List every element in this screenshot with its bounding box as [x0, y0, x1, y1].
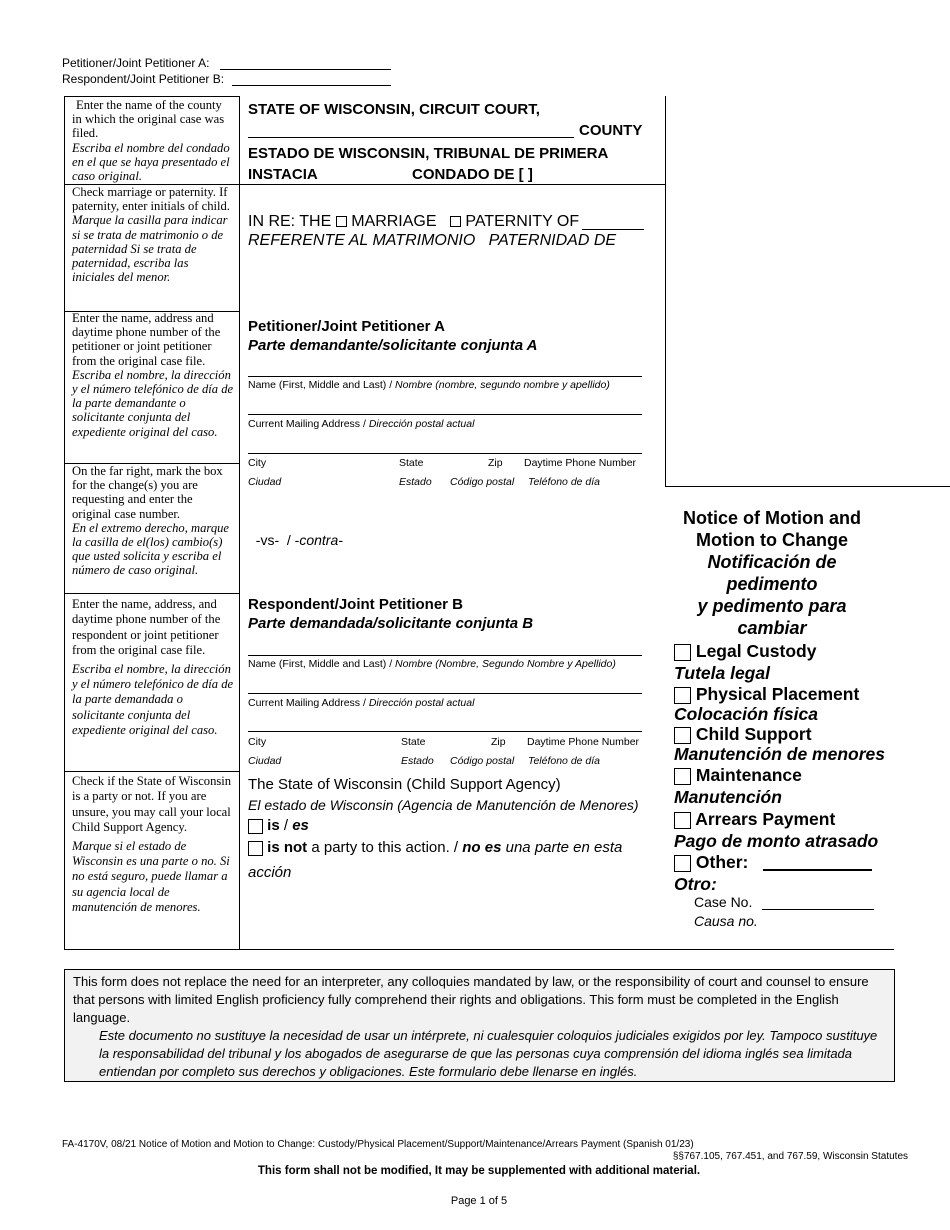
maintenance-checkbox[interactable]	[674, 768, 691, 785]
option-arrears-es: Pago de monto atrasado	[674, 831, 879, 851]
accion-label: acción	[248, 864, 292, 881]
instruction-en: Enter the name, address and daytime phone number of the petitioner or joint petitioner from the original case file.	[72, 311, 221, 368]
arrears-checkbox[interactable]	[674, 812, 691, 829]
notice-line: y pedimento para	[697, 596, 847, 616]
state-party-title-en: The State of Wisconsin (Child Support Agency)	[248, 776, 561, 793]
option-label: Arrears Payment	[695, 809, 836, 829]
party-es: una parte en esta	[505, 839, 623, 856]
table-right-border	[665, 96, 666, 486]
legal-custody-checkbox[interactable]	[674, 644, 691, 661]
option-legal-custody	[674, 641, 816, 661]
petitioner-name-label	[248, 379, 610, 391]
name-label-es: Nombre (Nombre, Segundo Nombre y Apellido)	[395, 658, 616, 670]
county-label: COUNTY	[579, 122, 643, 139]
table-bottom-border	[64, 949, 894, 950]
state-is-row: is / es	[248, 817, 309, 834]
codigo-label: Código postal	[450, 755, 515, 767]
option-child-support-es: Manutención de menores	[674, 744, 886, 764]
in-re-line	[248, 213, 579, 231]
estado-label: Estado	[399, 476, 432, 488]
instruction-en: Enter the name of the county in which the original case was filed.	[72, 98, 225, 141]
respondent-name-label	[248, 658, 616, 670]
notice-line: Motion to Change	[696, 530, 848, 550]
phone-label: Daytime Phone Number	[524, 457, 637, 469]
ciudad-label: Ciudad	[248, 476, 282, 488]
vs-en: -vs- / -	[255, 532, 300, 548]
row-divider	[64, 593, 240, 594]
estado-label: Estado	[401, 755, 434, 767]
option-label: Other:	[695, 852, 749, 872]
state-is-not-row	[248, 839, 622, 856]
marriage-checkbox[interactable]	[336, 216, 347, 227]
petitioner-header-label: Petitioner/Joint Petitioner A:	[62, 56, 210, 70]
case-number-field[interactable]	[762, 909, 874, 910]
notice-line: Notice of Motion and	[683, 508, 861, 528]
petitioner-name-field[interactable]	[248, 376, 642, 377]
ciudad-label: Ciudad	[248, 755, 282, 767]
child-support-checkbox[interactable]	[674, 727, 691, 744]
notice-line: pedimento	[726, 574, 818, 594]
party-en: a party to this action. /	[311, 839, 459, 856]
in-re-prefix: IN RE: THE	[248, 213, 332, 230]
option-other	[674, 852, 748, 872]
paternity-label: PATERNITY OF	[465, 213, 580, 230]
respondent-header-field[interactable]	[232, 71, 391, 86]
instruction-es: Marque la casilla para indicar si se trata de matrimonio o de paternidad Si se trata de paternidad, escriba las iniciales del menor.	[72, 213, 228, 285]
other-field[interactable]	[763, 869, 872, 871]
footer-form-id: FA-4170V, 08/21 Notice of Motion and Motion to Change: Custody/Physical Placement/Support/Maintenance/Arrears Payment (Spanish 01/23)	[62, 1139, 694, 1150]
respondent-address-label	[248, 697, 474, 709]
city-label: City	[248, 457, 267, 469]
respondent-title-en: Respondent/Joint Petitioner B	[248, 596, 464, 613]
option-physical-placement-es: Colocación física	[674, 704, 818, 724]
petitioner-title-en: Petitioner/Joint Petitioner A	[248, 318, 445, 335]
instacia-label: INSTACIA	[248, 166, 318, 183]
respondent-city-field[interactable]	[248, 731, 642, 732]
option-label: Physical Placement	[695, 684, 860, 704]
option-label: Maintenance	[695, 765, 802, 785]
vs-es: contra-	[299, 532, 343, 548]
table-top-border	[64, 96, 240, 97]
address-label-en: Current Mailing Address /	[248, 418, 369, 430]
state-is-not-checkbox[interactable]	[248, 841, 263, 856]
state-label: State	[401, 736, 426, 748]
respondent-header-label: Respondent/Joint Petitioner B:	[62, 72, 225, 86]
no-es-label: no es	[462, 839, 502, 856]
notice-line: Notificación de	[707, 552, 837, 572]
option-maintenance	[674, 765, 802, 785]
case-label-es: Causa no.	[694, 913, 758, 929]
instruction-es: Escriba el nombre, la dirección y el número telefónico de día de la parte demandada o solicitante conjunta del expediente original del caso.	[72, 661, 234, 738]
option-label: Child Support	[695, 724, 812, 744]
disclaimer-en: This form does not replace the need for an interpreter, any colloquies mandated by law, or the responsibility of court and counsel to ensure that persons with limited English proficiency fully comprehend their rights and obligations. This form must be completed in the English language.	[73, 974, 869, 1025]
es-label: es	[292, 817, 309, 834]
option-legal-custody-es: Tutela legal	[674, 663, 770, 683]
state-label: State	[399, 457, 424, 469]
name-label-en: Name (First, Middle and Last) /	[248, 658, 396, 670]
petitioner-address-label	[248, 418, 474, 430]
is-label: is	[267, 817, 280, 834]
county-field[interactable]	[248, 137, 574, 138]
disclaimer-box	[64, 969, 895, 1082]
page-number: Page 1 of 5	[450, 1195, 508, 1207]
name-label-es: Nombre (nombre, segundo nombre y apellido)	[395, 379, 610, 391]
instruction-es: Escriba el nombre del condado en el que se haya presentado el caso original.	[72, 140, 230, 184]
is-not-label: is not	[267, 839, 308, 856]
respondent-address-field[interactable]	[248, 693, 642, 694]
telefono-label: Teléfono de día	[528, 755, 601, 767]
court-title-en: STATE OF WISCONSIN, CIRCUIT COURT,	[248, 101, 540, 118]
petitioner-title-es: Parte demandante/solicitante conjunta A	[248, 337, 538, 354]
table-left-border	[64, 96, 65, 949]
other-checkbox[interactable]	[674, 855, 691, 872]
instruction-marriage	[72, 185, 234, 284]
option-label: Legal Custody	[695, 641, 817, 661]
phone-label: Daytime Phone Number	[527, 736, 640, 748]
marriage-label: MARRIAGE	[351, 213, 437, 230]
right-col-divider	[665, 486, 950, 487]
instruction-changes	[72, 464, 234, 578]
notice-line: cambiar	[737, 618, 807, 638]
address-label-es: Dirección postal actual	[368, 418, 475, 430]
codigo-label: Código postal	[450, 476, 515, 488]
notice-title	[672, 507, 872, 639]
state-party-title-es: El estado de Wisconsin (Agencia de Manutención de Menores)	[248, 797, 639, 813]
case-label: Case No.	[694, 894, 753, 910]
row-divider	[64, 771, 240, 772]
petitioner-city-field[interactable]	[248, 453, 642, 454]
address-label-es: Dirección postal actual	[368, 697, 475, 709]
table-mid-border	[239, 96, 240, 949]
respondent-name-field[interactable]	[248, 655, 642, 656]
court-title-es: ESTADO DE WISCONSIN, TRIBUNAL DE PRIMERA	[248, 145, 609, 162]
vs-label	[248, 516, 343, 548]
instruction-es: Escriba el nombre, la dirección y el número telefónico de día de la parte demandante o solicitante conjunta del expediente original del caso.	[72, 367, 234, 439]
option-other-es: Otro:	[674, 874, 717, 894]
address-label-en: Current Mailing Address /	[248, 697, 369, 709]
city-label: City	[248, 736, 267, 748]
option-arrears	[674, 809, 835, 829]
disclaimer-es: Este documento no sustituye la necesidad de usar un intérprete, ni cualesquier coloquios judiciales exigidos por ley. Tampoco sustituye la responsabilidad del tribunal y los abogados de asegurarse de que las personas cuya comprensión del idioma inglés sea limitada entiendan por completo sus derechos y obligaciones. Este formulario debe llenarse en inglés.	[99, 1028, 878, 1079]
state-is-checkbox[interactable]	[248, 819, 263, 834]
zip-label: Zip	[491, 736, 506, 748]
instruction-en: Check if the State of Wisconsin is a party or not. If you are unsure, you may call your local Child Support Agency.	[72, 774, 232, 835]
instruction-es: En el extremo derecho, marque la casilla de el(los) cambio(s) que usted solicita y escriba el número de caso original.	[72, 520, 230, 578]
instruction-state	[72, 774, 234, 916]
zip-label: Zip	[488, 457, 503, 469]
condado-label: CONDADO DE [ ]	[412, 166, 533, 183]
instruction-es: Marque si el estado de Wisconsin es una parte o no. Si no está seguro, puede llamar a su agencia local de manutención de menores.	[72, 838, 230, 915]
petitioner-header-field[interactable]	[220, 55, 391, 70]
footer-statutes: §§767.105, 767.451, and 767.59, Wisconsin Statutes	[672, 1151, 908, 1162]
option-physical-placement	[674, 684, 859, 704]
petitioner-address-field[interactable]	[248, 414, 642, 415]
instruction-petitioner	[72, 311, 234, 439]
physical-placement-checkbox[interactable]	[674, 687, 691, 704]
option-child-support	[674, 724, 812, 744]
paternity-checkbox[interactable]	[450, 216, 461, 227]
telefono-label: Teléfono de día	[528, 476, 601, 488]
instruction-respondent	[72, 597, 234, 739]
respondent-title-es: Parte demandada/solicitante conjunta B	[248, 615, 534, 632]
instruction-en: Check marriage or paternity. If paternity, enter initials of child.	[72, 185, 230, 214]
instruction-en: On the far right, mark the box for the change(s) you are requesting and enter the original case number.	[72, 464, 223, 521]
instruction-county	[72, 98, 234, 183]
paternity-initials-field[interactable]	[582, 229, 644, 230]
in-re-es: REFERENTE AL MATRIMONIO PATERNIDAD DE	[248, 232, 617, 249]
option-maintenance-es: Manutención	[674, 787, 782, 807]
instruction-en: Enter the name, address, and daytime phone number of the respondent or joint petitioner from the original case file.	[72, 597, 221, 658]
name-label-en: Name (First, Middle and Last) /	[248, 379, 396, 391]
footer-notice: This form shall not be modified, It may be supplemented with additional material.	[257, 1165, 701, 1177]
